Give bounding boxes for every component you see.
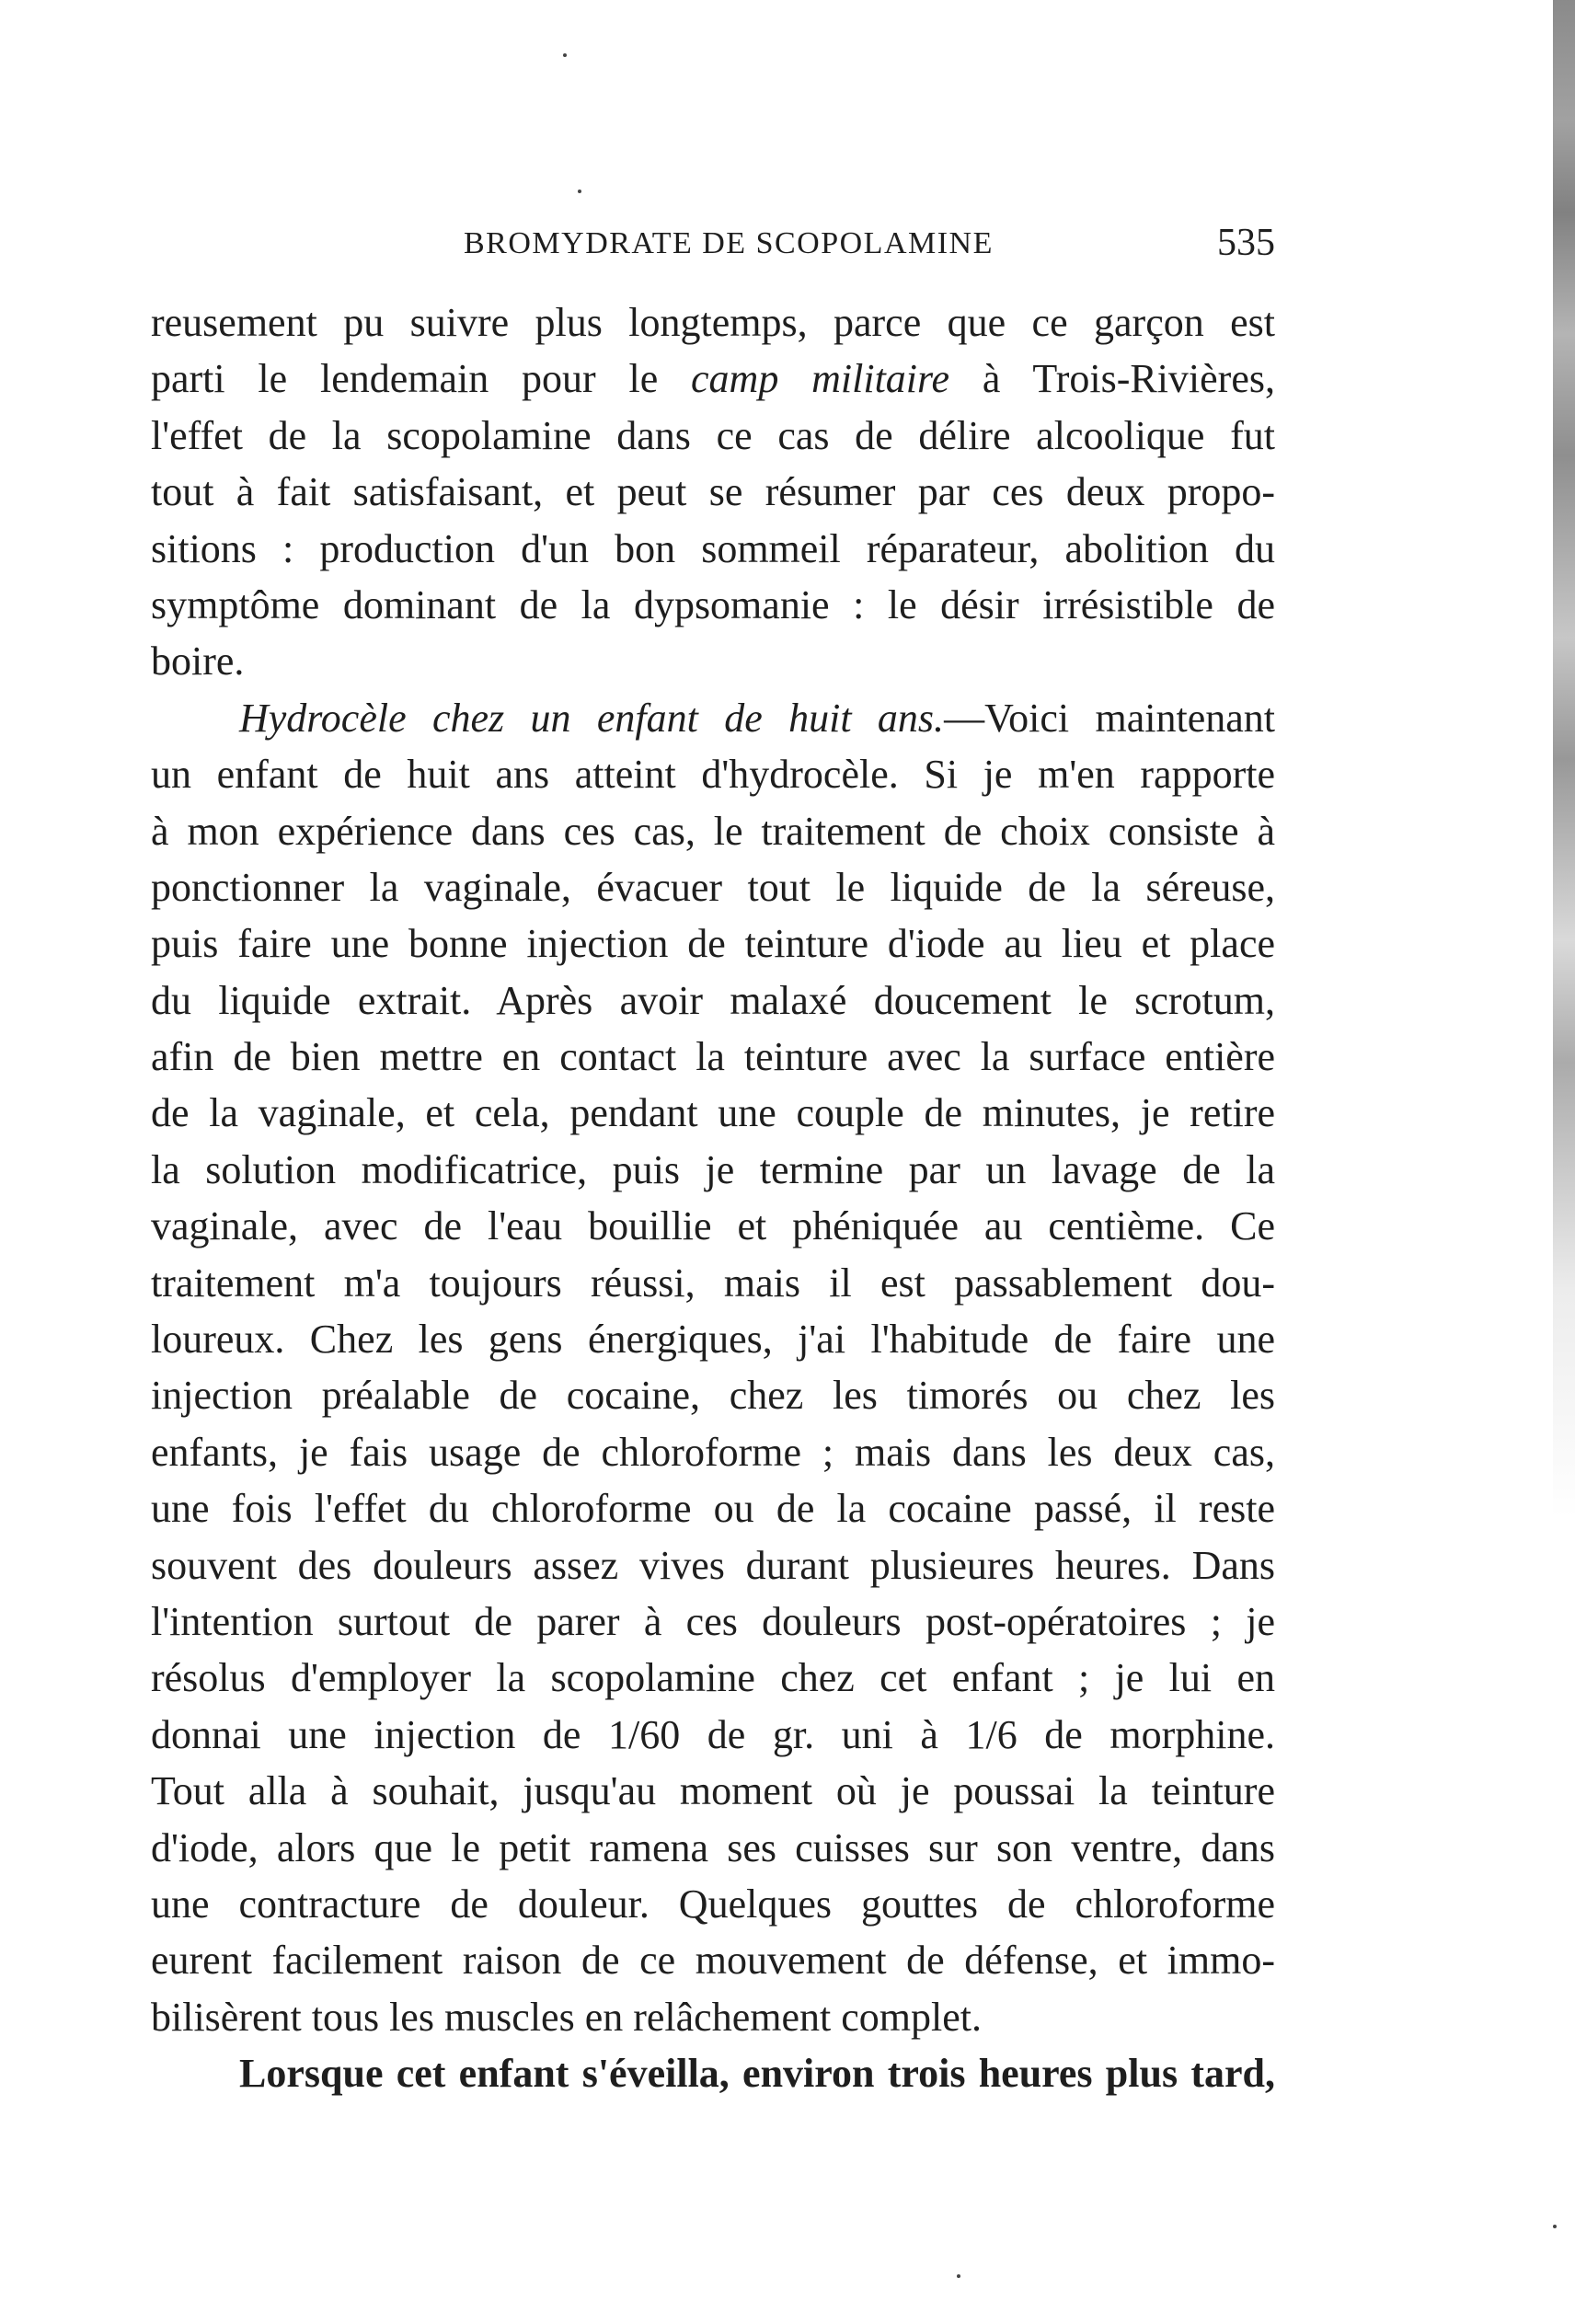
text-run: de la vaginale, et cela, pendant une couple de minutes, je retire bbox=[151, 1090, 1275, 1136]
text-run: un enfant de huit ans atteint d'hydrocèle. Si je m'en rapporte bbox=[151, 752, 1275, 798]
text-run: une contracture de douleur. Quelques gouttes de chloroforme bbox=[151, 1881, 1275, 1927]
print-speck bbox=[1553, 2225, 1557, 2228]
text-line bbox=[151, 464, 1275, 520]
print-speck bbox=[563, 53, 567, 57]
text-run: Tout alla à souhait, jusqu'au moment où je poussai la teinture bbox=[151, 1768, 1275, 1814]
print-speck bbox=[957, 2274, 960, 2278]
text-run: bilisèrent tous les muscles en relâchement complet. bbox=[151, 1994, 982, 2040]
text-line bbox=[151, 1255, 1275, 1311]
text-line bbox=[151, 859, 1275, 915]
text-run: souvent des douleurs assez vives durant plusieures heures. Dans bbox=[151, 1542, 1275, 1588]
text-line bbox=[151, 803, 1275, 859]
text-run: donnai une injection de 1/60 de gr. uni à 1/6 de morphine. bbox=[151, 1711, 1275, 1757]
italic-run: camp militaire bbox=[691, 356, 950, 402]
italic-run: Hydrocèle chez un enfant de huit ans. bbox=[239, 695, 945, 741]
text-line bbox=[151, 1593, 1275, 1650]
text-run: une fois l'effet du chloroforme ou de la cocaine passé, il reste bbox=[151, 1486, 1275, 1532]
text-run: loureux. Chez les gens énergiques, j'ai l'habitude de faire une bbox=[151, 1317, 1275, 1363]
text-run: résolus d'employer la scopolamine chez cet enfant ; je lui en bbox=[151, 1655, 1275, 1701]
text-run: eurent facilement raison de ce mouvement de défense, et immo- bbox=[151, 1938, 1275, 1984]
text-run: puis faire une bonne injection de teinture d'iode au lieu et place bbox=[151, 921, 1275, 967]
text-run: vaginale, avec de l'eau bouillie et phéniquée au centième. Ce bbox=[151, 1203, 1275, 1249]
text-line bbox=[151, 351, 1275, 407]
text-run: d'iode, alors que le petit ramena ses cuisses sur son ventre, dans bbox=[151, 1824, 1275, 1870]
text-run: afin de bien mettre en contact la teinture avec la surface entière bbox=[151, 1034, 1275, 1080]
text-line bbox=[151, 1537, 1275, 1593]
text-run: boire. bbox=[151, 639, 245, 685]
text-run: l'effet de la scopolamine dans ce cas de délire alcoolique fut bbox=[151, 412, 1275, 458]
text-line bbox=[151, 1424, 1275, 1480]
text-run: la solution modificatrice, puis je termine par un lavage de la bbox=[151, 1146, 1275, 1192]
text-line bbox=[151, 1085, 1275, 1141]
text-line bbox=[151, 1820, 1275, 1876]
text-line bbox=[151, 2045, 1275, 2101]
text-run: —Voici maintenant bbox=[944, 695, 1275, 741]
page-number: 535 bbox=[1217, 222, 1275, 264]
text-line bbox=[151, 1367, 1275, 1423]
text-run: symptôme dominant de la dypsomanie : le désir irrésistible de bbox=[151, 581, 1275, 627]
text-run: du liquide extrait. Après avoir malaxé doucement le scrotum, bbox=[151, 977, 1275, 1023]
print-speck bbox=[578, 190, 581, 193]
text-line bbox=[151, 294, 1275, 351]
text-line bbox=[151, 690, 1275, 746]
text-line bbox=[151, 521, 1275, 577]
text-line bbox=[151, 1480, 1275, 1536]
page-header bbox=[151, 221, 1275, 272]
running-title: BROMYDRATE DE SCOPOLAMINE bbox=[464, 226, 994, 260]
text-run: ponctionner la vaginale, évacuer tout le liquide de la séreuse, bbox=[151, 864, 1275, 910]
text-run: à mon expérience dans ces cas, le traitement de choix consiste à bbox=[151, 808, 1275, 854]
text-line bbox=[151, 915, 1275, 972]
text-line bbox=[151, 1650, 1275, 1706]
text-line bbox=[151, 1876, 1275, 1932]
text-run: enfants, je fais usage de chloroforme ; mais dans les deux cas, bbox=[151, 1429, 1275, 1475]
text-line bbox=[151, 1932, 1275, 1988]
text-line bbox=[151, 577, 1275, 633]
text-line bbox=[151, 1763, 1275, 1819]
text-line bbox=[151, 1989, 1275, 2045]
page-edge-bleed bbox=[1553, 0, 1575, 1518]
text-run: traitement m'a toujours réussi, mais il est passablement dou- bbox=[151, 1260, 1275, 1306]
text-run: reusement pu suivre plus longtemps, parce que ce garçon est bbox=[151, 300, 1275, 345]
text-run: tout à fait satisfaisant, et peut se résumer par ces deux propo- bbox=[151, 469, 1275, 515]
text-line bbox=[151, 1311, 1275, 1367]
text-line bbox=[151, 408, 1275, 464]
text-run: Lorsque cet enfant s'éveilla, environ trois heures plus tard, bbox=[239, 2051, 1275, 2097]
text-line bbox=[151, 746, 1275, 802]
text-run: sitions : production d'un bon sommeil réparateur, abolition du bbox=[151, 525, 1275, 571]
text-line bbox=[151, 1707, 1275, 1763]
text-line bbox=[151, 1198, 1275, 1254]
text-run: à Trois-Rivières, bbox=[949, 356, 1275, 402]
text-run: injection préalable de cocaine, chez les timorés ou chez les bbox=[151, 1373, 1275, 1419]
text-run: l'intention surtout de parer à ces douleurs post-opératoires ; je bbox=[151, 1598, 1275, 1644]
body-text bbox=[151, 294, 1275, 2102]
text-line bbox=[151, 1142, 1275, 1198]
text-line bbox=[151, 633, 1275, 689]
text-line bbox=[151, 1029, 1275, 1085]
text-line bbox=[151, 972, 1275, 1029]
text-run: parti le lendemain pour le bbox=[151, 356, 692, 402]
